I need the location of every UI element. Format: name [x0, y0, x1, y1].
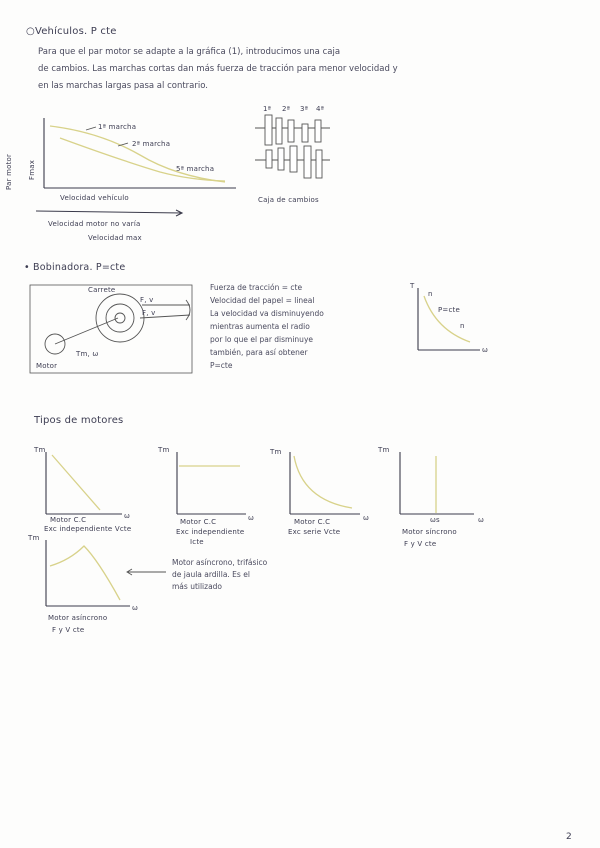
winder-reel-label: Carrete	[88, 286, 116, 294]
chart-caption: Motor C.C	[180, 518, 217, 526]
chart-ylabel: Tm	[34, 446, 46, 454]
chart-xlabel: ω	[248, 514, 255, 522]
note-line: de jaula ardilla. Es el	[172, 570, 250, 579]
chart-caption: Motor C.C	[50, 516, 87, 524]
graph2-xlabel: ω	[482, 346, 489, 354]
graph1-ymark: Fmax	[28, 159, 36, 180]
gear-label: 1ª	[263, 105, 272, 113]
chart-caption: Icte	[190, 538, 204, 546]
gear-label: 4ª	[316, 105, 325, 113]
graph1-note: Velocidad max	[88, 234, 142, 242]
text-line: La velocidad va disminuyendo	[210, 309, 324, 318]
motor-label: Motor	[36, 362, 58, 370]
curve-label: 1ª marcha	[98, 123, 137, 131]
chart-ylabel: Tm	[270, 448, 282, 456]
paragraph-line: en las marchas largas pasa al contrario.	[38, 81, 208, 91]
text-line: por lo que el par disminuye	[210, 335, 313, 344]
section1-title: ○Vehículos. P cte	[26, 26, 117, 37]
text-line: P=cte	[210, 361, 233, 370]
chart-caption: Exc serie Vcte	[288, 528, 341, 536]
force-label: F, v	[142, 309, 156, 317]
gear-label: 3ª	[300, 105, 309, 113]
graph2-point: n	[428, 290, 433, 298]
chart-ylabel: Tm	[158, 446, 170, 454]
text-line: Fuerza de tracción = cte	[210, 283, 303, 292]
force-label: F, v	[140, 296, 154, 304]
chart-caption: Motor C.C	[294, 518, 331, 526]
gearbox-caption: Caja de cambios	[258, 196, 319, 204]
section3-title: Tipos de motores	[34, 415, 124, 426]
chart-ylabel: Tm	[378, 446, 390, 454]
bullet-icon: ○	[26, 26, 35, 37]
paragraph-line: de cambios. Las marchas cortas dan más fuerza de tracción para menor velocidad y	[38, 64, 398, 74]
paragraph-line: Para que el par motor se adapte a la gráfica (1), introducimos una caja	[38, 47, 341, 57]
text-line: también, para así obtener	[210, 348, 308, 357]
curve-label: 5ª marcha	[176, 165, 215, 173]
graph1-xlabel: Velocidad vehículo	[60, 194, 129, 202]
chart-caption: F y V cte	[52, 626, 85, 634]
graph2-point: n	[460, 322, 465, 330]
text-line: mientras aumenta el radio	[210, 322, 310, 331]
chart-mark: ωs	[430, 516, 440, 524]
note-line: más utilizado	[172, 582, 223, 591]
curve-label: 2ª marcha	[132, 140, 171, 148]
note-line: Motor asíncrono, trifásico	[172, 558, 268, 567]
torque-label: Tm, ω	[76, 350, 99, 358]
chart-caption: Motor asíncrono	[48, 614, 108, 622]
asynchronous-note	[172, 557, 267, 593]
graph1-note: Velocidad motor no varía	[48, 220, 141, 228]
chart-xlabel: ω	[363, 514, 370, 522]
chart-xlabel: ω	[478, 516, 485, 524]
chart-xlabel: ω	[132, 604, 139, 612]
chart-xlabel: ω	[124, 512, 131, 520]
bullet-icon: •	[24, 262, 30, 273]
graph1-ylabel: Par motor	[5, 153, 13, 190]
graph2-ylabel: T	[410, 282, 415, 290]
graph2-curve-label: P=cte	[438, 306, 460, 314]
chart-caption: Exc independiente Vcte	[44, 525, 132, 533]
chart-caption: F y V cte	[404, 540, 437, 548]
page-number: 2	[566, 832, 572, 842]
section2-title: • Bobinadora. P=cte	[24, 262, 126, 273]
chart-ylabel: Tm	[28, 534, 40, 542]
text-line: Velocidad del papel = lineal	[210, 296, 315, 305]
chart-caption: Motor síncrono	[402, 528, 457, 536]
gear-label: 2ª	[282, 105, 291, 113]
chart-caption: Exc independiente	[176, 528, 245, 536]
